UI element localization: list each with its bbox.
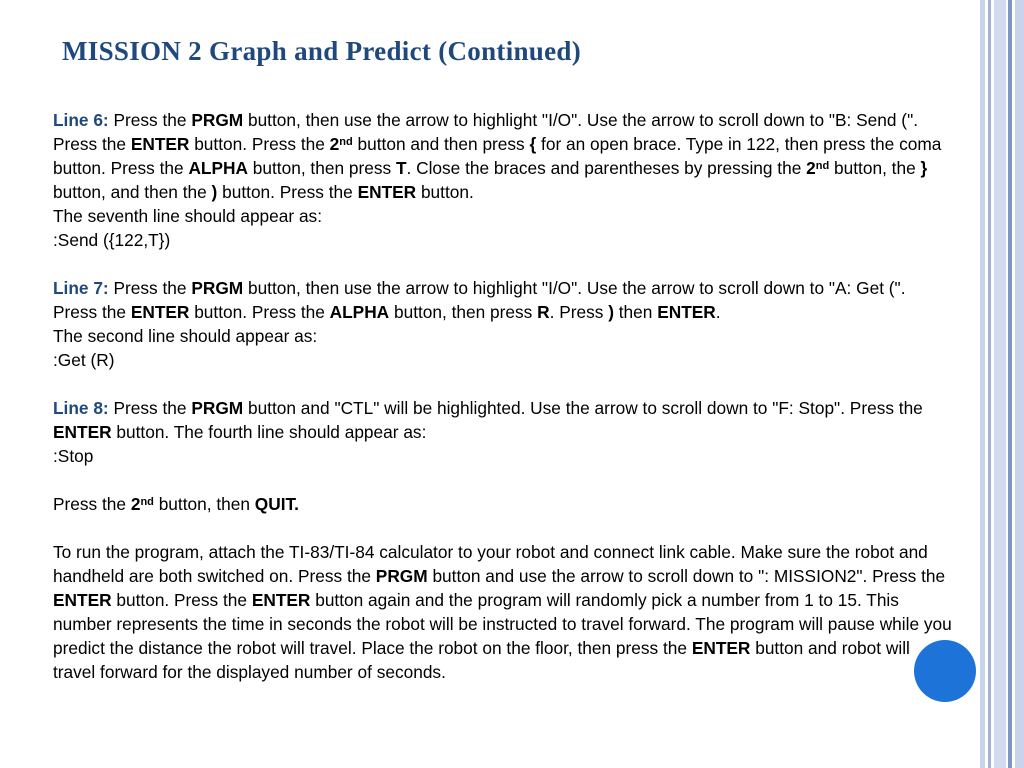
key-close-brace: } [920,158,928,178]
line8-label: Line 8: [53,398,109,418]
key-alpha: ALPHA [188,158,248,178]
text: button and "CTL" will be highlighted. Use the arrow to scroll down to "F: Stop". Press the [243,398,923,418]
line6-paragraph [53,108,953,204]
text: . Close the braces and parentheses by pressing the [406,158,807,178]
key-enter: ENTER [130,302,190,322]
text: button and use the arrow to scroll down to ": MISSION2". Press the [427,566,946,586]
key-enter: ENTER [691,638,751,658]
key-prgm: PRGM [191,110,244,130]
key-close-paren: ) [608,302,614,322]
line7-paragraph [53,276,953,324]
key-enter: ENTER [357,182,417,202]
text: button, then press [389,302,538,322]
slide-title: MISSION 2 Graph and Predict (Continued) [62,36,582,66]
decorative-circle [914,640,976,702]
slide-border-right [980,0,1024,768]
text: button, then use the arrow to highlight "I/O". Use the arrow to scroll down to "A: Get (". Press the [53,278,906,322]
text: button, the [829,158,921,178]
line6-code: :Send ({122,T}) [53,230,171,250]
superscript: nd [339,136,353,148]
superscript: nd [815,160,830,172]
text: button and robot will travel forward for the displayed number of seconds. [53,638,910,682]
key-enter: ENTER [657,302,716,322]
line6-label: Line 6: [53,110,109,130]
line7-code: :Get (R) [53,350,115,370]
text: for an open brace. Type in 122, then press the coma button. Press the [53,134,942,178]
slide-content [53,108,953,684]
text: To run the program, attach the TI-83/TI-84 calculator to your robot and connect link cable. Make sure the robot and handheld are both switched on. Press the [53,542,928,586]
key-2nd: 2 [806,158,816,178]
text: button again and the program will randomly pick a number from 1 to 15. This number represents the time in seconds the robot will be instructed to travel forward. The program will pause while you predict the distance the robot will travel. Place the robot on the floor, then press the [53,590,952,658]
text: . Press [549,302,609,322]
superscript: nd [140,496,154,508]
key-alpha: ALPHA [329,302,390,322]
border-stripe [988,0,991,768]
text: button, and then the [53,182,212,202]
line8-paragraph [53,396,953,444]
line7-label: Line 7: [53,278,109,298]
key-enter: ENTER [53,422,112,442]
text: then [613,302,658,322]
border-stripe [980,0,985,768]
quit-paragraph [53,492,953,516]
key-2nd: 2 [329,134,340,154]
text: Press the [108,110,192,130]
key-2nd: 2 [130,494,141,514]
run-paragraph [53,540,953,684]
text: Press the [108,398,192,418]
key-enter: ENTER [251,590,311,610]
text: button and then press [352,134,530,154]
text: button. Press the [217,182,358,202]
key-prgm: PRGM [375,566,428,586]
key-enter: ENTER [53,590,112,610]
line6-instruction: The seventh line should appear as: [53,206,322,226]
key-t: T [395,158,407,178]
key-close-paren: ) [211,182,218,202]
text: button, then press [247,158,396,178]
key-enter: ENTER [130,134,190,154]
text: button. Press the [111,590,252,610]
line8-code: :Stop [53,446,94,466]
text: Press the [53,494,131,514]
text: Press the [108,278,192,298]
key-open-brace: { [529,134,537,154]
border-stripe [994,0,1006,768]
text: button. Press the [189,302,330,322]
text: button, then [153,494,255,514]
key-quit: QUIT. [254,494,299,514]
border-stripe [1015,0,1024,768]
text: button. Press the [189,134,330,154]
line7-instruction: The second line should appear as: [53,326,318,346]
key-prgm: PRGM [191,398,244,418]
text: button. [416,182,474,202]
text: . [715,302,721,322]
key-r: R [537,302,550,322]
text: button, then use the arrow to highlight "I/O". Use the arrow to scroll down to "B: Send (". Press the [53,110,919,154]
text: button. The fourth line should appear as: [111,422,427,442]
border-stripe [1008,0,1012,768]
key-prgm: PRGM [191,278,244,298]
